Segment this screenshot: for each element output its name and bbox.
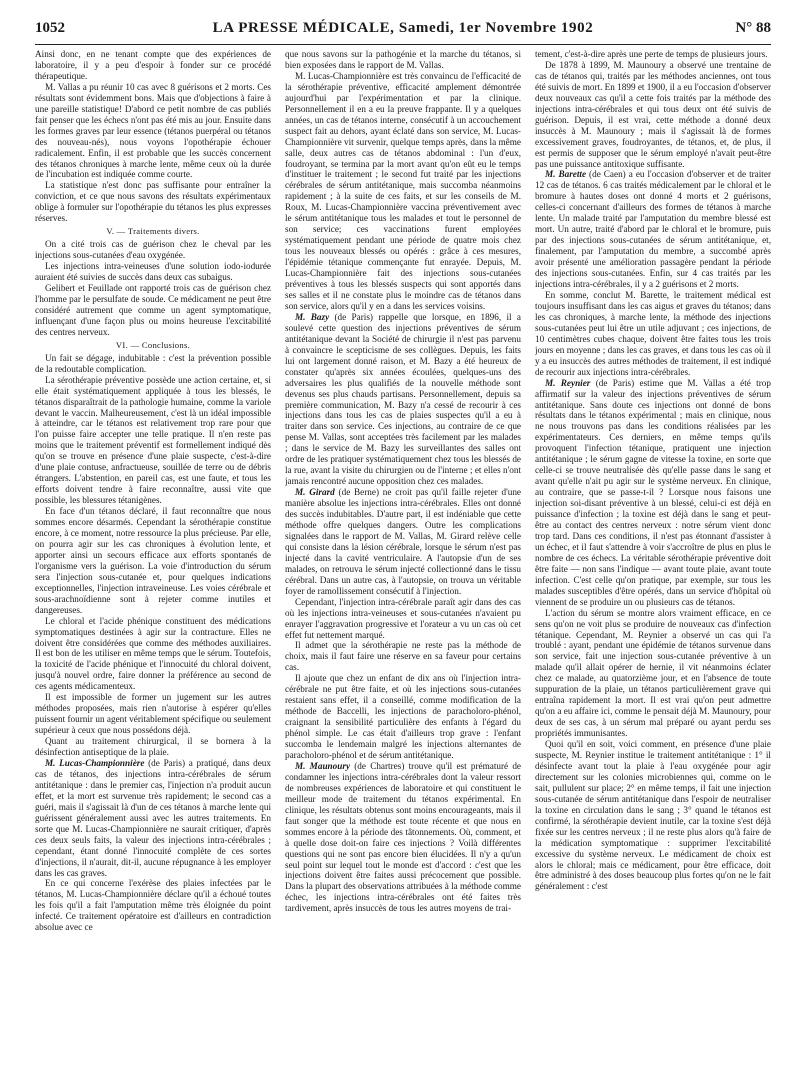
paragraph: De 1878 à 1899, M. Maunoury a observé une trentaine de cas de tétanos qui, traités par les méthodes anciennes, ont tous été suivis de mort. En 1899 et 1900, il a eu l'occasion d'observer deux nouveaux cas qu'il a cette fois traités par la méthode des injections intra-cérébrales et qui tous deux ont été suivis de guérison. Depuis, il est vrai, cette méthode a donné deux insuccès à M. Maunoury ; mais il s'agissait là de formes excessivement graves, foudroyantes, de tétanos, et, de plus, il est permis de supposer que le sérum employé n'avait peut-être pas une puissance antitoxique suffisante. bbox=[535, 59, 771, 169]
journal-title: LA PRESSE MÉDICALE, Samedi, 1er Novembre 1902 bbox=[212, 20, 594, 36]
paragraph: Il admet que la sérothérapie ne reste pas la méthode de choix, mais il faut faire une réserve en sa faveur pour certains cas. bbox=[285, 640, 521, 673]
paragraph: tement, c'est-à-dire après une perte de temps de plusieurs jours. bbox=[535, 49, 768, 59]
paragraph: Il ajoute que chez un enfant de dix ans où l'injection intra-cérébrale ne put être faite, et où les injections sous-cutanées restaient sans effet, il a conseillé, comme modification de la méthode de Baccelli, les injections de paracholoro-phénol, craignant la sensibilité particulière des enfants à l'égard du phénol simple. Le cas était d'ailleurs trop grave : l'enfant succomba le lendemain malgré les injections alternantes de paracholoro-phénol et de sérum antitétanique. bbox=[285, 673, 521, 760]
column-2 bbox=[285, 49, 521, 1071]
speaker-name: M. Barette bbox=[545, 169, 587, 180]
page-number: 1052 bbox=[35, 20, 65, 36]
speaker-name: M. Reynier bbox=[545, 377, 591, 388]
paragraph bbox=[35, 758, 271, 878]
paragraph: On a cité trois cas de guérison chez le cheval par les injections sous-cutanées d'eau oxygénée. bbox=[35, 239, 271, 261]
paragraph: Il est impossible de former un jugement sur les autres méthodes proposées, mais rien n'autorise à espérer qu'elles puissent fournir un agent véritablement spécifique ou seulement supérieur à ceux que nous possédons déjà. bbox=[35, 692, 271, 736]
paragraph bbox=[535, 169, 771, 289]
paragraph: L'action du sérum se montre alors vraiment efficace, en ce sens qu'on ne voit plus se produire de nouveaux cas d'infection tétanique. Cependant, M. Reynier a observé un cas qui l'a troublé : ayant, pendant une épidémie de tétanos survenue dans son service, fait une injection sous-cutanée préventive à un malade qu'il allait opérer de hernie, il vit néanmoins éclater chez ce malade, au quatorzième jour, et en l'absence de toute suppuration de la plaie, un tétanos particulièrement grave qui entraîna rapidement la mort. Il est vrai qu'on peut admettre qu'on a eu affaire ici, comme le pensait déjà M. Maunoury, pour deux de ses cas, à un sérum mal préparé ou ayant perdu ses propriétés immunisantes. bbox=[535, 607, 771, 739]
paragraph: En ce qui concerne l'exérèse des plaies infectées par le tétanos, M. Lucas-Championnière déclare qu'il a échoué toutes les fois qu'il a fait l'amputation même très éloignée du point infecté. Ce traitement opératoire est d'ailleurs en contradiction absolue avec ce bbox=[35, 878, 271, 933]
paragraph: La sérothérapie préventive possède une action certaine, et, si elle était systématiquement appliquée à tous les blessés, le tétanos disparaîtrait de la pathologie humaine, comme la variole devant le vaccin. Malheureusement, c'est là un idéal impossible à atteindre, car le tétanos est relativement trop rare pour que l'on puisse faire accepter une telle pratique. Il n'en reste pas moins que le traitement préventif est formellement indiqué dès qu'on se trouve en présence d'une plaie suspecte, c'est-à-dire d'une plaie contuse, anfractueuse, souillée de terre ou de débris étrangers. L'abstention, en pareil cas, est une faute, et tous les efforts doivent tendre à faire reconnaître, aussi vite que possible, les blessures tétanigènes. bbox=[35, 374, 271, 506]
paragraph: Les injections intra-veineuses d'une solution iodo-iodurée auraient été suivies de succès dans deux cas subaigus. bbox=[35, 261, 271, 283]
paragraph: que nous savons sur la pathogénie et la marche du tétanos, si bien exposées dans le rapport de M. Vallas. bbox=[285, 49, 521, 70]
header-rule bbox=[35, 44, 771, 45]
paragraph-text: (de Berne) ne croit pas qu'il faille rejeter d'une manière absolue les injections intra-cérébrales. Elles ont donné des succès indubitables. D'autre part, il est indéniable que cette méthode offre quelques dangers. Outre les complications signalées dans le rapport de M. Vallas, M. Girard relève celle qui consiste dans la lésion cérébrale, lorsque le sérum n'est pas injecté dans la cavité ventriculaire. A l'autopsie d'un de ses malades, on retrouva le sérum injecté collectionné dans le tissu cérébral. Dans un autre cas, à l'autopsie, on trouva un véritable foyer de ramollissement consécutif à l'injection. bbox=[285, 487, 521, 596]
paragraph-text: (de Caen) a eu l'occasion d'observer et de traiter 12 cas de tétanos. 6 cas traités médicalement par le chloral et le bromure à hautes doses ont donné 4 morts et 2 guérisons, celles-ci concernant d'ailleurs des formes de tétanos à marche lente. Un malade traité par l'amputation du membre blessé est mort. Un autre, traité d'abord par le chloral et le bromure, puis par des injections sous-cutanées de sérum antitétanique, et, finalement, par l'amputation du membre, a succombé après avoir présenté une amélioration passagère pendant la période des injections sous-cutanées. Enfin, sur 4 cas traités par les injections intra-cérébrales, il y a 2 guérisons et 2 morts. bbox=[535, 169, 771, 290]
paragraph bbox=[285, 312, 521, 487]
paragraph-text: (de Chartres) trouve qu'il est prématuré de condamner les injections intra-cérébrales dont la valeur ressort de nombreuses expériences de laboratoire et qui constituent le meilleur mode de traitement du tétanos expérimental. En clinique, les résultats obtenus sont moins encourageants, mais il faut songer que la méthode est toute récente et que nous en sommes encore à la période des tâtonnements. Où, comment, et à quelle dose doit-on faire ces injections ? Voilà différentes questions qui ne sont pas encore bien élucidées. Il n'y a qu'un seul point sur lequel tout le monde est d'accord : c'est que les injections doivent être faites aussi précocement que possible. Dans la plupart des observations attribuées à la méthode comme échec, les injections intra-cérébrales ont été faites très tardivement, après insuccès de tous les autres moyens de trai- bbox=[285, 760, 521, 914]
paragraph: Le chloral et l'acide phénique constituent des médications symptomatiques destinées à agir sur la contracture. Elles ne doivent être considérées que comme des méthodes auxiliaires. Il est bon de les utiliser en même temps que le sérum. Toutefois, la toxicité de l'acide phénique et l'innocuité du chloral doivent, jusqu'à nouvel ordre, faire donner la préférence au second de ces agents médicamenteux. bbox=[35, 615, 271, 692]
speaker-name: M. Girard bbox=[295, 487, 335, 498]
paragraph bbox=[285, 761, 521, 914]
paragraph: Quoi qu'il en soit, voici comment, en présence d'une plaie suspecte, M. Reynier institue le traitement antitétanique : 1° il désinfecte avant tout la plaie à l'eau oxygénée pour agir directement sur les colonies microbiennes qui, comme on le sait, pullulent sur place; 2° en même temps, il fait une injection sous-cutanée de sérum antitétanique dans l'espoir de neutraliser la toxine en circulation dans le sang ; 3° quand le tétanos est confirmé, la sérothérapie devient inutile, car la toxine s'est déjà fixée sur les centres nerveux ; il ne reste plus alors qu'à faire de la médication symptomatique : supprimer l'excitabilité excessive du système nerveux. Le médicament de choix est alors le chloral; mais ce médicament, pour être efficace, doit être administré à des doses beaucoup plus fortes qu'on ne le fait généralement : c'est bbox=[535, 739, 771, 892]
paragraph: La statistique n'est donc pas suffisante pour entraîner la conviction, et ce que nous savons des résultats expérimentaux oblige à formuler sur l'opothérapie du tétanos les plus expresses réserves. bbox=[35, 180, 271, 224]
page-header bbox=[35, 20, 771, 40]
speaker-name: M. Lucas-Championnière bbox=[45, 758, 145, 768]
paragraph: Cependant, l'injection intra-cérébrale paraît agir dans des cas où les injections intra-veineuses et sous-cutanées n'avaient pu enrayer l'aggravation progressive et l'orateur a vu un cas où cet effet fut nettement marqué. bbox=[285, 596, 521, 640]
column-1 bbox=[35, 49, 271, 1071]
paragraph bbox=[285, 487, 521, 597]
speaker-name: M. Maunoury bbox=[295, 760, 351, 771]
issue-number: N° 88 bbox=[735, 20, 771, 36]
paragraph bbox=[535, 378, 771, 608]
paragraph-text: (de Paris) a pratiqué, dans deux cas de tétanos, des injections intra-cérébrales de sérum antitétanique : dans le premier cas, l'injection n'a produit aucun effet, et la mort est survenue très rapidement; le second cas a guéri, mais il s'agissait là d'un de ces tétanos à marche lente qui guérissent généralement aussi avec les autres traitements. En sorte que M. Lucas-Championnière ne saurait critiquer, d'après ces deux seuls faits, la valeur des injections intra-cérébrales ; cependant, étant donné l'innocuité complète de ces sortes d'injections, il n'aurait, dit-il, aucune répugnance à les employer dans les cas graves. bbox=[35, 758, 271, 878]
column-3 bbox=[535, 49, 771, 1071]
speaker-name: M. Bazy bbox=[295, 311, 330, 322]
section-heading: V. — Traitements divers. bbox=[106, 226, 200, 237]
paragraph: En somme, conclut M. Barette, le traitement médical est toujours insuffisant dans les cas aigus et graves du tétanos; dans les cas chroniques, à marche lente, la méthode des injections sous-cutanées peut lui être un utile adjuvant ; ces injections, de 10 centimètres cubes chaque, doivent être faites tous les trois jours en moyenne ; dans les cas graves, et dans tous les cas où il y a eu insuccès des autres méthodes de traitement, il est indiqué de recourir aux injections intra-cérébrales. bbox=[535, 289, 771, 377]
section-heading: VI. — Conclusions. bbox=[115, 339, 191, 350]
paragraph: Gelibert et Feuillade ont rapporté trois cas de guérison chez l'homme par le persulfate de soude. Ce médicament ne peut être considéré autrement que comme un agent symptomatique, influençant d'une façon plus ou moins heureuse l'excitabilité des centres nerveux. bbox=[35, 283, 271, 337]
paragraph: En face d'un tétanos déclaré, il faut reconnaître que nous sommes encore désarmés. Cependant la sérothérapie constitue encore, à ce moment, notre ressource la plus précieuse. Par elle, on pourra agir sur les cas chroniques à évolution lente, et apporter ainsi un secours efficace aux efforts spontanés de l'organisme vers la guérison. La voie d'introduction du sérum sera l'injection sous-cutanée et, pour quelques indications exceptionnelles, l'injection intraveineuse. Les voies cérébrale et sous-arachnoïdienne sont à rejeter comme inutiles et dangereuses. bbox=[35, 506, 271, 615]
paragraph-text: (de Paris) estime que M. Vallas a été trop affirmatif sur la valeur des injections préventives de sérum antitétanique. Sans doute ces injections ont donné de bons résultats dans le tétanos expérimental ; mais en clinique, nous ne nous trouvons pas dans les conditions réalisées par les expérimentateurs. Ces derniers, en même temps qu'ils provoquent l'infection tétanique, pratiquent une injection antitétanique ; le sérum gagne de vitesse la toxine, en sorte que celle-ci se trouve neutralisée dès qu'elle passe dans le sang et avant qu'elle n'ait pu agir sur le système nerveux. En clinique, au contraire, que se passe-t-il ? Lorsque nous faisons une injection soi-disant préventive à un blessé, celui-ci est déjà en puissance d'infection ; la toxine est déjà dans le sang et peut-être au contact des centres nerveux : notre sérum vient donc trop tard. Dans ces conditions, il n'est pas étonnant d'assister à un échec, et il faut s'attendre à voir s'accroître de plus en plus le nombre de ces échecs. La véritable sérothérapie préventive doit être faite — non sans l'indique — avant toute plaie, avant toute infection. C'est celle qu'on pratique, par exemple, sur tous les malades susceptibles d'être opérés, dans un service d'hôpital où viennent de se produire un ou plusieurs cas de tétanos. bbox=[535, 377, 771, 607]
paragraph: Un fait se dégage, indubitable : c'est la prévention possible de la redoutable complication. bbox=[35, 352, 271, 374]
paragraph: M. Vallas a pu réunir 10 cas avec 8 guérisons et 2 morts. Ces résultats sont évidemment bons. Mais que d'objections à faire à une pareille statistique! D'abord ce petit nombre de cas publiés fait penser que les échecs n'ont pas été mis au jour. Ensuite dans les formes graves par leur essence (tétanos puerpéral ou tétanos des nouveau-nés), nous voyons l'opothérapie échouer radicalement. Enfin, il est probable que les succès concernent des tétanos chroniques à marche lente, même ceux où la durée de l'incubation est indiquée comme courte. bbox=[35, 81, 271, 180]
article-columns bbox=[35, 49, 771, 1071]
paragraph: M. Lucas-Championnière est très convaincu de l'efficacité de la sérothérapie préventive, efficacité amplement démontrée aujourd'hui par l'expérimentation et par la clinique. Personnellement il en a eu la preuve frappante. Il y a quelques années, un cas de tétanos interne, consécutif à un accouchement suspect fait au dehors, ayant éclaté dans son service, M. Lucas-Championnière vit survenir, quelque temps après, dans la même salle, deux autres cas de tétanos abdominal : l'un d'eux, foudroyant, se termina par la mort avant qu'on eût eu le temps d'instituer le traitement ; le second fut traité par les injections cérébrales de sérum antitétanique, mais succomba néanmoins rapidement ; à la suite de ces faits, et sur les conseils de M. Roux, M. Lucas-Championnière vaccina préventivement avec le sérum antitétanique tous les malades et tout le personnel de son service; ces vaccinations furent employées systématiquement pendant une période de quatre mois chez tous les nouveaux blessés ou opérés : grâce à ces mesures, l'épidémie tétanique commençante fut enrayée. Depuis, M. Lucas-Championnière fait des injections sous-cutanées préventives à tous les blessés suspects qui sont apportés dans ses salles et il ne constate plus le moindre cas de tétanos dans son service, alors qu'il y en a dans les services voisins. bbox=[285, 70, 521, 311]
paragraph-text: (de Paris) rappelle que lorsque, en 1896, il a soulevé cette question des injections préventives de sérum antitétanique devant la Société de chirurgie il n'est pas parvenu à convaincre le scepticisme de ses collègues. Depuis, les faits lui ont largement donné raison, et M. Bazy a été heureux de constater qu'après six années écoulées, quelques-uns des adversaires les plus qualifiés de la nouvelle méthode sont devenus ses plus chauds partisans. Personnellement, depuis sa première communication, M. Bazy n'a cessé de recourir à ces injections dans tous les cas de plaies suspectes qu'il a eu à traiter dans son service. Ces injections, au contraire de ce que pense M. Vallas, sont acceptées très facilement par les malades ; dans le service de M. Bazy les surveillantes des salles ont ordre de les pratiquer systématiquement chez tous les blessés de la rue, avant la visite du chirurgien ou de l'interne ; et elles n'ont jamais rencontré aucune opposition chez ces malades. bbox=[285, 311, 521, 487]
paragraph: Ainsi donc, en ne tenant compte que des expériences de laboratoire, il y a peu d'espoir à fonder sur ce procédé thérapeutique. bbox=[35, 49, 271, 81]
paragraph: Quant au traitement chirurgical, il se bornera à la désinfection antiseptique de la plaie. bbox=[35, 736, 271, 758]
